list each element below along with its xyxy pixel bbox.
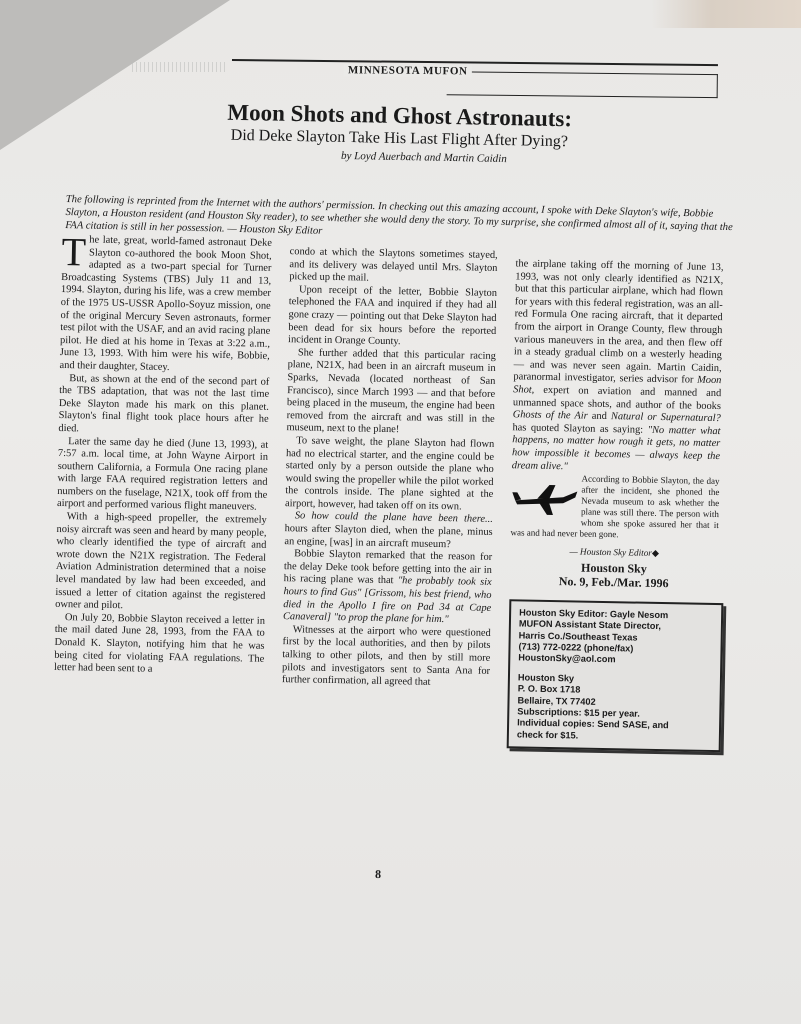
paragraph-text: hours after Slayton died, when the plane, minus an engine, [was] in an aircraft museum?	[284, 523, 493, 550]
contact-line: Houston Sky	[517, 672, 575, 684]
paragraph: To save weight, the plane Slayton had flown had no electrical starter, and the engine could be started only by a person outside the plane who would swing the propeller while the pilot worked the controls inside. The plane sighted at the airport, however, had taken off on its own.	[284, 435, 495, 513]
source-issue: No. 9, Feb./Mar. 1996	[558, 573, 669, 590]
contact-line: Subscriptions: $15 per year.	[517, 706, 640, 719]
contact-line: Individual copies: Send SASE, and	[517, 717, 669, 731]
paragraph-text: Bobbie Slayton remarked that the reason for the delay Deke took before getting into the air in his racing plane was that	[283, 548, 493, 587]
newsletter-name: MINNESOTA MUFON	[344, 64, 472, 77]
source-name: Houston Sky	[580, 560, 647, 576]
editor-intro: The following is reprinted from the Internet with the authors' permission. In checking out this amazing account, I spoke with Deke Slayton's wife, Bobbie Slayton, a Houston resident (and Houston Sky reader), to see whether she would deny the story. To my surprise, she confirmed almost all of it, saying that the FAA citation is still in her possession. — Houston Sky Editor	[65, 193, 733, 237]
quote-text: "he probably took six hours to find Gus" [Grissom, his best friend, who died in the Apollo I fire on Pad 34 at Cape Canaveral] "to prop the plane for him."	[282, 575, 492, 626]
paragraph-text: , expert on aviation and manned and unmanned space shots, and author of the books	[512, 384, 722, 412]
book-title: Ghosts of the Air	[512, 409, 588, 422]
contact-line: Houston Sky Editor: Gayle Nesom	[519, 607, 669, 620]
plane-note	[510, 472, 719, 542]
paragraph: But, as shown at the end of the second part of the TBS adaptation, that was not the last time Deke Slayton made his mark on this planet. Slayton's final flight took place hours after he died.	[58, 372, 270, 435]
header-rule	[232, 59, 718, 66]
newsletter-header	[232, 59, 718, 100]
plane-caption: According to Bobbie Slayton, the day after the incident, she phoned the Nevada museum to ask whether the plane was still there. The person with whom she spoke assured her that it was and had never been gone.	[510, 473, 720, 540]
contact-email: HoustonSky@aol.com	[518, 652, 616, 665]
paragraph: She further added that this particular racing plane, N21X, had been in an aircraft museum in Sparks, Nevada (located northeast of San Francisco), since March 1993 — and that before being placed in the museum, the engine had been removed from the aircraft and was still in the museum, next to the plane!	[286, 347, 496, 436]
contact-line: (713) 772-0222 (phone/fax)	[518, 641, 634, 654]
header-box	[447, 71, 718, 98]
scan-noise	[132, 62, 228, 72]
article-title-block	[149, 98, 650, 169]
paragraph: With a high-speed propeller, the extremely noisy aircraft was seen and heard by many people, who clearly identified the type of aircraft and wrote down the N21X registration. The Federal Aviation Administration determined that a noise level mandated by law had been exceeded, and issued a letter of citation against the registered owner and pilot.	[55, 511, 267, 612]
paragraph: Witnesses at the airport who were questioned first by the local authorities, and then by pilots talking to other pilots, and then by still more pilots and investigators sent to Santa Ana for further confirmation, all agreed that	[281, 624, 491, 689]
column-3	[507, 258, 724, 752]
editor-signature: — Houston Sky Editor◆	[569, 546, 660, 559]
article-byline: by Loyd Auerbach and Martin Caidin	[340, 149, 507, 166]
paragraph: Upon receipt of the letter, Bobbie Slayton telephoned the FAA and inquired if they had all gone crazy — pointing out that Deke Slayton had been dead for six hours before the reported incident in Orange County.	[287, 284, 498, 348]
paragraph	[284, 511, 493, 553]
paragraph-text: the airplane taking off the morning of June 13, 1993, was not only clearly identified as N21X, but that this particular airplane, which had flown for years with this federal registration, was an all-red Formula One racing aircraft, that it departed from the airport in Orange County, flew through various maneuvers in the area, and then flew off in a steady gradual climb on a westerly heading — and was never seen again. Martin Caidin, paranormal investigator, series advisor for	[513, 258, 724, 387]
page-number: 8	[374, 866, 382, 882]
paragraph	[512, 258, 724, 476]
contact-line: MUFON Assistant State Director,	[518, 618, 662, 632]
paragraph	[59, 229, 272, 376]
column-2	[282, 246, 498, 691]
paragraph-text: he late, great, world-famed astronaut Deke Slayton co-authored the book Moon Shot, adapted as a two-part special for Turner Broadcasting Systems (TBS) July 11 and 13, 1994. Slayton, during his life, was a crew member of the 1975 US-USSR Apollo-Soyuz mission, one of the original Mercury Seven astronauts, former test pilot with the USAF, and an avid racing plane pilot. He died at his home in Texas at 3:22 a.m., June 13, 1993. With him were his wife, Bobbie, and their daughter, Stacey.	[59, 234, 272, 373]
contact-line: Bellaire, TX 77402	[517, 694, 596, 707]
article-columns	[50, 229, 742, 881]
paragraph-text: and	[587, 410, 612, 423]
book-title: Moon Shot	[513, 375, 722, 396]
airplane-icon	[511, 480, 582, 519]
paragraph: Later the same day he died (June 13, 1993), at 7:57 a.m. local time, at John Wayne Airport in southern California, a Formula One racing plane with large FAA required registration letters and numbers on the fuselage, N21X, took off from the airport and performed various flight maneuvers.	[56, 435, 269, 514]
article-title: Moon Shots and Ghost Astronauts:	[227, 99, 573, 132]
column-1	[53, 229, 272, 679]
paragraph-text: has quoted Slayton as saying:	[512, 422, 648, 436]
quote-text: "No matter what happens, no matter how rough it gets, no matter how impossible it becomes — always keep the dream alive."	[511, 424, 721, 472]
paragraph: condo at which the Slaytons sometimes stayed, and its delivery was delayed until Mrs. Slayton picked up the mail.	[289, 246, 498, 284]
contact-line: Harris Co./Southeast Texas	[518, 629, 638, 643]
paragraph: On July 20, Bobbie Slayton received a letter in the mail dated June 28, 1993, from the FAA to Donald K. Slayton, notifying him that he was being cited for violating FAA regulations. The letter had been sent to a	[53, 611, 266, 675]
scan-tint	[651, 0, 801, 28]
contact-line: P. O. Box 1718	[517, 683, 581, 695]
paragraph	[283, 548, 492, 627]
contact-box	[507, 599, 724, 752]
drop-cap: T	[61, 229, 87, 275]
contact-line: check for $15.	[516, 729, 579, 741]
emphasis-text: So how could the plane have been there...	[294, 510, 493, 526]
article-subtitle: Did Deke Slayton Take His Last Flight After Dying?	[230, 126, 569, 151]
book-title: Natural or Supernatural?	[610, 411, 721, 425]
